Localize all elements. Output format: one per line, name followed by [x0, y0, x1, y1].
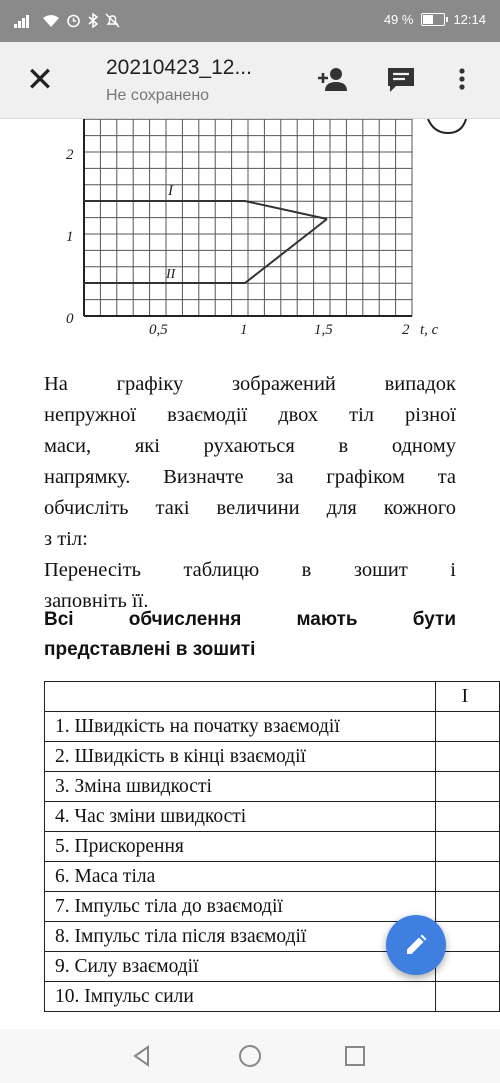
table-cell-value — [435, 952, 499, 982]
problem-line: непружної взаємодії двох тіл різної — [44, 404, 456, 426]
bold-note-line-1: Всі обчислення мають бути — [44, 609, 456, 630]
back-icon[interactable] — [130, 1044, 154, 1068]
status-icons — [14, 13, 120, 32]
table-row — [45, 862, 500, 892]
table-row — [45, 772, 500, 802]
mute-icon — [105, 13, 120, 32]
table-cell-quantity: 2. Швидкість в кінці взаємодії — [45, 742, 436, 772]
table-row — [45, 892, 500, 922]
line-II — [84, 219, 327, 283]
table-cell-quantity: 4. Час зміни швидкості — [45, 802, 436, 832]
table-cell-quantity: 5. Прискорення — [45, 832, 436, 862]
table-row — [45, 982, 500, 1012]
line-I — [84, 201, 327, 219]
signal-icon — [14, 14, 36, 32]
table-cell-quantity: 3. Зміна швидкості — [45, 772, 436, 802]
table-cell-value — [435, 742, 499, 772]
edit-fab-button[interactable] — [386, 915, 446, 975]
problem-line: напрямку. Визначте за графіком та — [44, 466, 456, 488]
table-cell-quantity: 10. Імпульс сили — [45, 982, 436, 1012]
navigation-bar — [0, 1029, 500, 1083]
status-right — [384, 12, 486, 27]
x-tick-2: 2 — [402, 322, 410, 338]
table-cell-quantity: 1. Швидкість на початку взаємодії — [45, 712, 436, 742]
problem-line: Перенесіть таблицю в зошит і — [44, 559, 456, 581]
table-cell-quantity: 8. Імпульс тіла після взаємодії — [45, 922, 436, 952]
recents-icon[interactable] — [344, 1045, 366, 1067]
velocity-graph — [40, 119, 480, 347]
x-tick-1-5: 1,5 — [314, 322, 333, 338]
status-bar — [0, 0, 500, 42]
table-row — [45, 802, 500, 832]
battery-icon — [421, 13, 445, 26]
table-cell-value — [435, 712, 499, 742]
bold-note — [44, 605, 456, 665]
app-bar — [0, 42, 500, 119]
wifi-icon — [42, 14, 60, 32]
pencil-icon — [404, 933, 428, 957]
problem-line: з тіл: — [44, 528, 88, 550]
table-cell-value — [435, 802, 499, 832]
table-header-row — [45, 682, 500, 712]
table-cell-value — [435, 892, 499, 922]
table-cell-quantity: 6. Маса тіла — [45, 862, 436, 892]
table-cell-value — [435, 862, 499, 892]
line-I-label: I — [168, 183, 173, 199]
battery-text: 49 % — [383, 12, 414, 27]
line-II-label: II — [166, 267, 176, 282]
x-unit-label: t, c — [420, 322, 439, 338]
document-title: 20210423_12... — [106, 56, 252, 79]
table-header-body-I: I — [435, 682, 499, 712]
table-row — [45, 742, 500, 772]
y-tick-2: 2 — [66, 147, 74, 163]
table-row — [45, 712, 500, 742]
more-vert-icon[interactable] — [452, 64, 484, 96]
home-icon[interactable] — [238, 1044, 262, 1068]
bold-note-line-2: представлені в зошиті — [44, 639, 256, 660]
alarm-icon — [66, 13, 81, 32]
table-cell-value — [435, 832, 499, 862]
comment-icon[interactable] — [386, 64, 418, 96]
close-icon[interactable]: ✕ — [25, 60, 55, 100]
add-person-icon[interactable] — [316, 64, 348, 96]
table-cell-value — [435, 772, 499, 802]
bluetooth-icon — [87, 13, 99, 32]
clock: 12:14 — [453, 12, 486, 27]
problem-line: На графіку зображений випадок — [44, 373, 456, 395]
table-cell-quantity: 9. Силу взаємодії — [45, 952, 436, 982]
problem-line: маси, які рухаються в одному — [44, 435, 456, 457]
save-status: Не сохранено — [106, 87, 210, 104]
problem-line: заповніть її. — [44, 590, 149, 612]
x-tick-0-5: 0,5 — [149, 322, 168, 338]
problem-line: обчисліть такі величини для кожного — [44, 497, 456, 519]
y-tick-0: 0 — [66, 311, 74, 327]
table-cell-value — [435, 982, 499, 1012]
document-content[interactable] — [0, 119, 500, 1029]
x-tick-1: 1 — [240, 322, 248, 338]
table-row — [45, 832, 500, 862]
table-header-quantity — [45, 682, 436, 712]
y-tick-1: 1 — [66, 229, 74, 245]
table-cell-quantity: 7. Імпульс тіла до взаємодії — [45, 892, 436, 922]
problem-text — [44, 369, 456, 617]
